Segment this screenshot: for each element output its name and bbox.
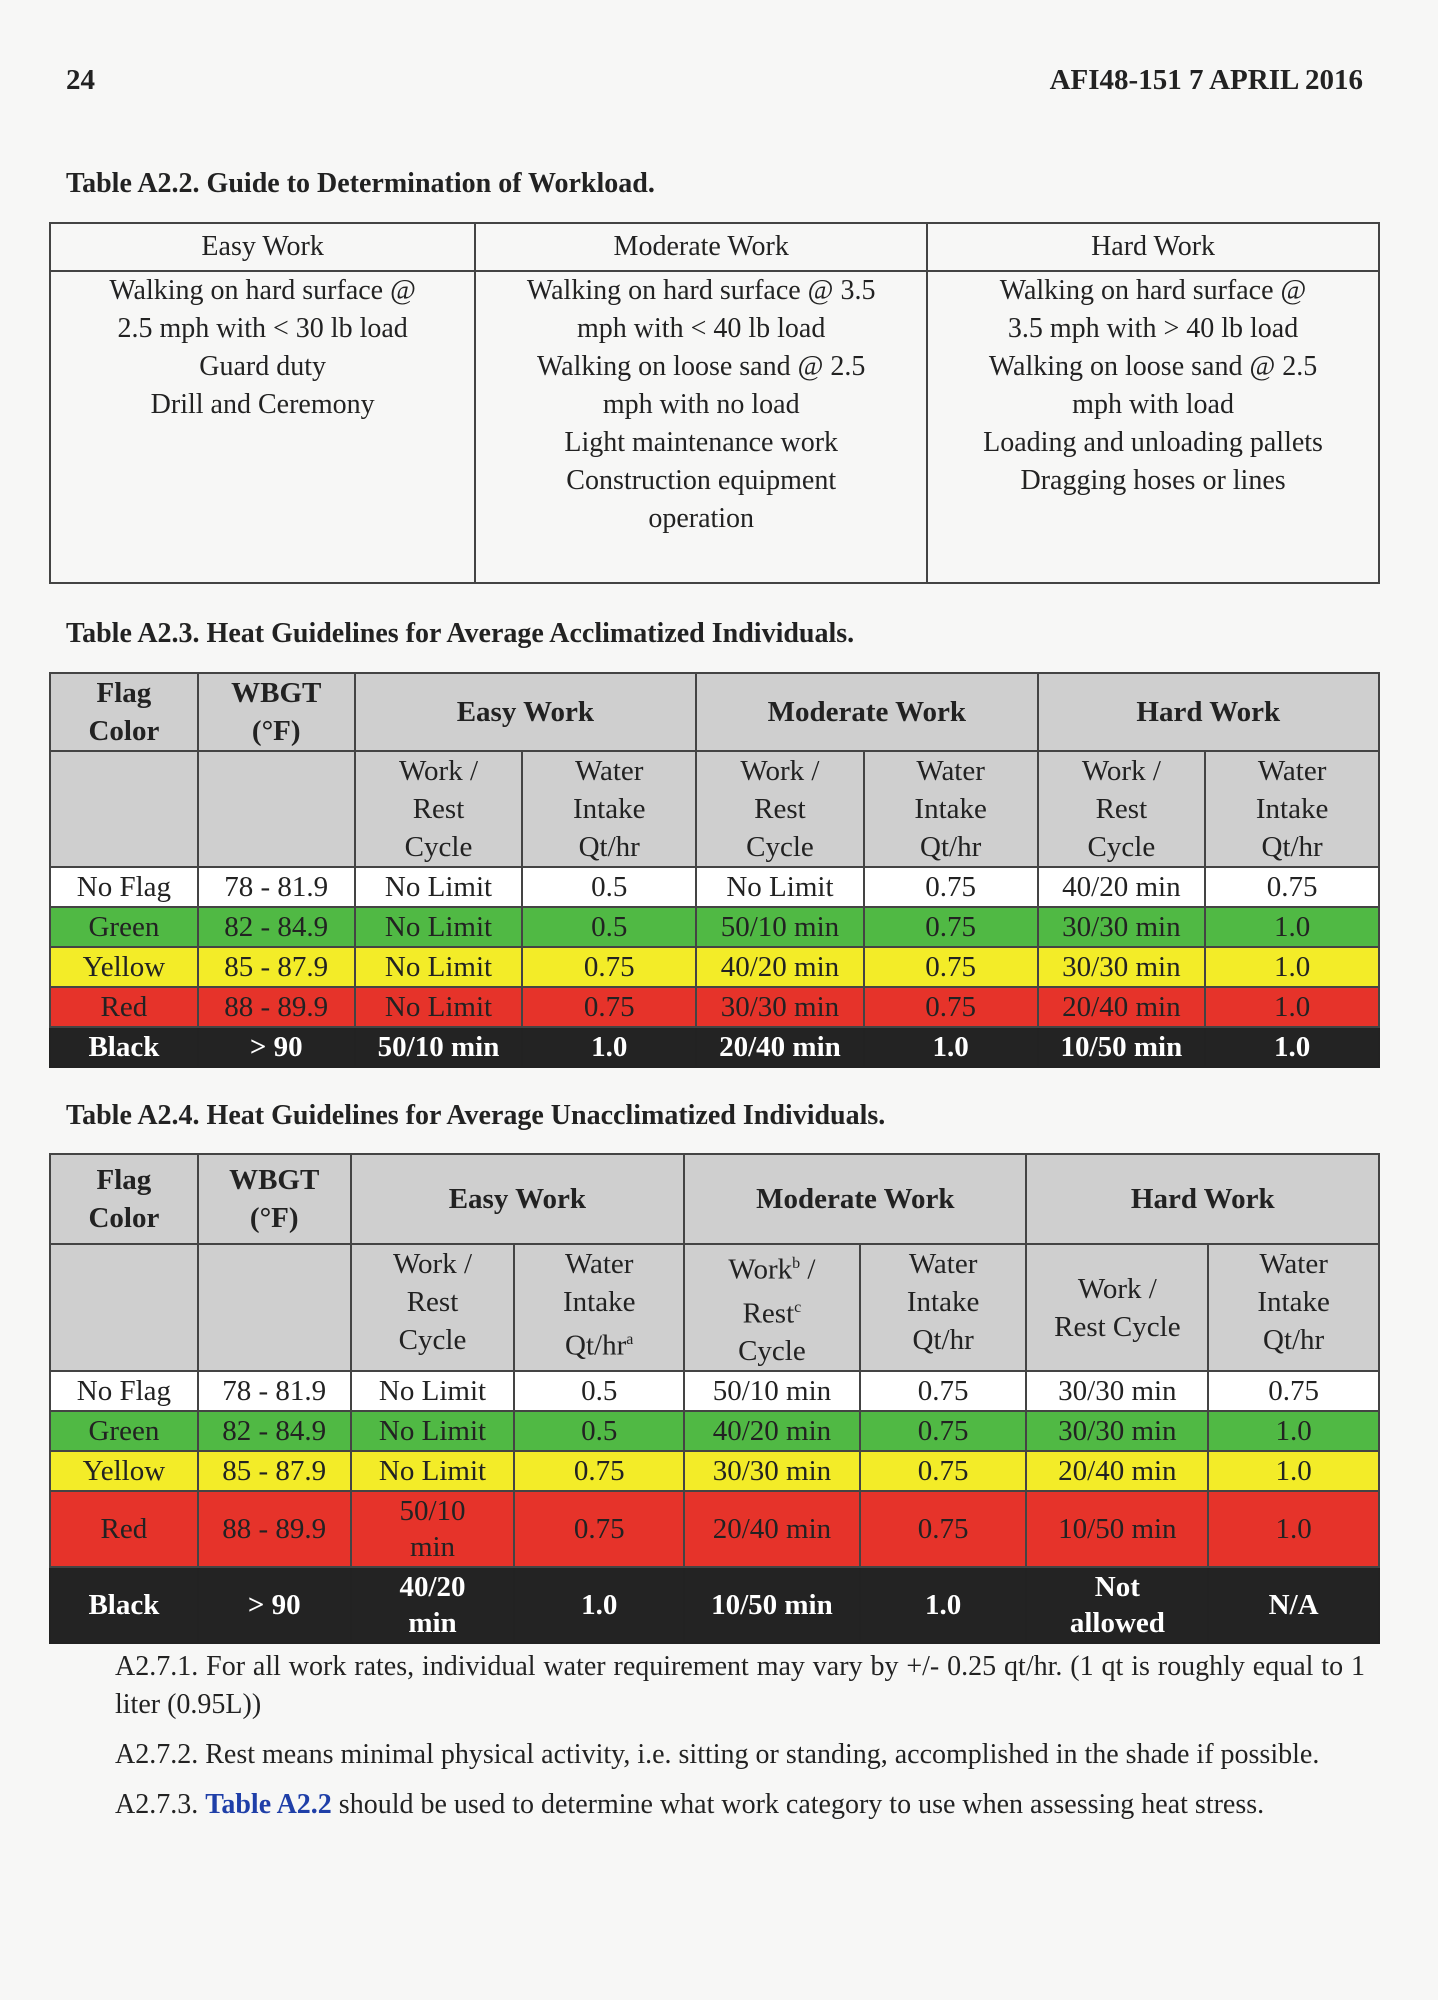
table-cell: No Flag bbox=[50, 867, 198, 907]
note-a2-7-1: A2.7.1. For all work rates, individual water requirement may vary by +/- 0.25 qt/hr. (1 qt is roughly equal to 1 liter (0.95L)) bbox=[115, 1651, 1365, 1720]
wbgt-header: WBGT (°F) bbox=[198, 673, 355, 751]
table-cell: 0.5 bbox=[514, 1371, 684, 1411]
subheader-cell: Work / Rest Cycle bbox=[696, 751, 864, 867]
subheader-cell: Work / Rest Cycle bbox=[355, 751, 523, 867]
table-a22-caption: Table A2.2. Guide to Determination of Workload. bbox=[66, 168, 655, 199]
table-cell: 40/20 min bbox=[351, 1567, 515, 1643]
table-row bbox=[50, 1411, 1379, 1451]
note-a2-7-2: A2.7.2. Rest means minimal physical activity, i.e. sitting or standing, accomplished in the shade if possible. bbox=[115, 1739, 1320, 1770]
table-cell: No Limit bbox=[351, 1371, 515, 1411]
table-cell: 50/10 min bbox=[684, 1371, 860, 1411]
hard-work-text: Walking on hard surface @ 3.5 mph with > 40 lb load Walking on loose sand @ 2.5 mph with load Loading and unloading pallets Dragging hoses or lines bbox=[983, 275, 1323, 496]
hard-work-header: Hard Work bbox=[1026, 1154, 1379, 1244]
acclimatized-heat-table bbox=[49, 672, 1380, 1068]
table-cell: 50/10 min bbox=[355, 1027, 523, 1067]
blank-header-cell bbox=[198, 1244, 351, 1371]
table-a22-link[interactable]: Table A2.2 bbox=[205, 1789, 332, 1820]
table-cell: No Limit bbox=[351, 1411, 515, 1451]
table-cell: 40/20 min bbox=[696, 947, 864, 987]
note-a2-7-3 bbox=[115, 1786, 1365, 1824]
table-cell: 20/40 min bbox=[684, 1491, 860, 1567]
table-cell: 0.5 bbox=[514, 1411, 684, 1451]
table-cell: 1.0 bbox=[1208, 1451, 1379, 1491]
table-cell: 0.75 bbox=[860, 1491, 1027, 1567]
table-cell: Red bbox=[50, 1491, 198, 1567]
table-cell: 1.0 bbox=[1205, 907, 1379, 947]
table-cell: 20/40 min bbox=[696, 1027, 864, 1067]
table-cell: 20/40 min bbox=[1038, 987, 1206, 1027]
table-cell: > 90 bbox=[198, 1027, 355, 1067]
note-text: should be used to determine what work category to use when assessing heat stress. bbox=[331, 1789, 1265, 1820]
table-cell: Green bbox=[50, 907, 198, 947]
subheader-text: Work bbox=[728, 1253, 793, 1286]
table-cell: 82 - 84.9 bbox=[198, 1411, 351, 1451]
table-cell: Green bbox=[50, 1411, 198, 1451]
table-cell: 85 - 87.9 bbox=[198, 1451, 351, 1491]
table-cell: No Limit bbox=[355, 987, 523, 1027]
table-cell: 1.0 bbox=[1205, 1027, 1379, 1067]
subheader-text: Water Intake Qt/hr bbox=[562, 1248, 636, 1362]
table-cell: 1.0 bbox=[1205, 947, 1379, 987]
subheader-text: Cycle bbox=[738, 1335, 806, 1368]
table-row bbox=[50, 1451, 1379, 1491]
subheader-cell bbox=[684, 1244, 860, 1371]
easy-work-header: Easy Work bbox=[355, 673, 696, 751]
table-row bbox=[50, 987, 1379, 1027]
notes-section bbox=[115, 1648, 1365, 1836]
table-cell: N/A bbox=[1208, 1567, 1379, 1643]
easy-work-text: Walking on hard surface @ 2.5 mph with < 30 lb load Guard duty Drill and Ceremony bbox=[109, 275, 416, 420]
table-cell: 1.0 bbox=[522, 1027, 696, 1067]
table-cell: 0.5 bbox=[522, 867, 696, 907]
table-row bbox=[50, 1567, 1379, 1643]
table-cell: 0.75 bbox=[860, 1371, 1027, 1411]
table-cell: 30/30 min bbox=[1038, 947, 1206, 987]
col-moderate-work: Moderate Work bbox=[475, 223, 927, 271]
table-cell: 88 - 89.9 bbox=[198, 987, 355, 1027]
table-cell: 30/30 min bbox=[1026, 1371, 1208, 1411]
moderate-work-text: Walking on hard surface @ 3.5 mph with < 40 lb load Walking on loose sand @ 2.5 mph with no load Light maintenance work Construction equipment operation bbox=[526, 275, 876, 534]
table-cell: 78 - 81.9 bbox=[198, 1371, 351, 1411]
table-cell: Yellow bbox=[50, 1451, 198, 1491]
table-row bbox=[50, 1491, 1379, 1567]
note-text: A2.7.3. bbox=[115, 1789, 206, 1820]
footnote-mark: c bbox=[794, 1298, 802, 1316]
table-cell: 0.75 bbox=[864, 907, 1038, 947]
table-cell: No Limit bbox=[351, 1451, 515, 1491]
table-cell: 0.75 bbox=[1205, 867, 1379, 907]
table-cell: 20/40 min bbox=[1026, 1451, 1208, 1491]
table-cell: 1.0 bbox=[1208, 1491, 1379, 1567]
subheader-text: Rest bbox=[742, 1297, 795, 1330]
footnote-mark: b bbox=[792, 1255, 801, 1272]
table-cell: 82 - 84.9 bbox=[198, 907, 355, 947]
easy-work-examples bbox=[50, 271, 475, 583]
table-cell: 0.75 bbox=[864, 867, 1038, 907]
table-cell: 0.75 bbox=[514, 1491, 684, 1567]
table-cell: 1.0 bbox=[1208, 1411, 1379, 1451]
table-cell: Not allowed bbox=[1026, 1567, 1208, 1643]
wbgt-header: WBGT (°F) bbox=[198, 1154, 351, 1244]
table-cell: 0.75 bbox=[860, 1411, 1027, 1451]
table-cell: 1.0 bbox=[864, 1027, 1038, 1067]
subheader-cell: Work / Rest Cycle bbox=[351, 1244, 515, 1371]
unacclimatized-heat-table bbox=[49, 1153, 1380, 1644]
moderate-work-header: Moderate Work bbox=[696, 673, 1037, 751]
subheader-cell: Water Intake Qt/hr bbox=[860, 1244, 1027, 1371]
document-id: AFI48-151 7 APRIL 2016 bbox=[1049, 64, 1363, 96]
table-cell: 0.75 bbox=[514, 1451, 684, 1491]
subheader-cell: Work / Rest Cycle bbox=[1026, 1244, 1208, 1371]
table-a23-caption: Table A2.3. Heat Guidelines for Average Acclimatized Individuals. bbox=[66, 618, 855, 649]
table-cell: Yellow bbox=[50, 947, 198, 987]
table-row bbox=[50, 1371, 1379, 1411]
table-cell: Black bbox=[50, 1567, 198, 1643]
col-easy-work: Easy Work bbox=[50, 223, 475, 271]
hard-work-header: Hard Work bbox=[1038, 673, 1379, 751]
table-cell: No Limit bbox=[355, 867, 523, 907]
table-cell: No Limit bbox=[355, 947, 523, 987]
table-cell: 10/50 min bbox=[684, 1567, 860, 1643]
table-cell: No Flag bbox=[50, 1371, 198, 1411]
table-cell: 40/20 min bbox=[1038, 867, 1206, 907]
table-cell: 88 - 89.9 bbox=[198, 1491, 351, 1567]
table-cell: 10/50 min bbox=[1026, 1491, 1208, 1567]
flag-color-header: Flag Color bbox=[50, 673, 198, 751]
footnote-mark: a bbox=[626, 1331, 634, 1348]
table-a24-caption: Table A2.4. Heat Guidelines for Average Unacclimatized Individuals. bbox=[66, 1100, 886, 1131]
subheader-cell: Water Intake Qt/hr bbox=[864, 751, 1038, 867]
moderate-work-header: Moderate Work bbox=[684, 1154, 1026, 1244]
table-cell: No Limit bbox=[696, 867, 864, 907]
table-row bbox=[50, 867, 1379, 907]
subheader-cell bbox=[514, 1244, 684, 1371]
blank-header-cell bbox=[50, 1244, 198, 1371]
subheader-cell: Water Intake Qt/hr bbox=[522, 751, 696, 867]
subheader-text: / bbox=[800, 1253, 816, 1286]
table-cell: 0.75 bbox=[1208, 1371, 1379, 1411]
table-cell: 0.75 bbox=[522, 987, 696, 1027]
table-cell: 1.0 bbox=[860, 1567, 1027, 1643]
table-cell: 1.0 bbox=[1205, 987, 1379, 1027]
table-cell: > 90 bbox=[198, 1567, 351, 1643]
col-hard-work: Hard Work bbox=[927, 223, 1379, 271]
subheader-cell: Work / Rest Cycle bbox=[1038, 751, 1206, 867]
table-row bbox=[50, 947, 1379, 987]
table-cell: 78 - 81.9 bbox=[198, 867, 355, 907]
flag-color-header: Flag Color bbox=[50, 1154, 198, 1244]
table-cell: 30/30 min bbox=[1038, 907, 1206, 947]
table-cell: 10/50 min bbox=[1038, 1027, 1206, 1067]
blank-header-cell bbox=[50, 751, 198, 867]
table-cell: No Limit bbox=[355, 907, 523, 947]
subheader-cell: Water Intake Qt/hr bbox=[1205, 751, 1379, 867]
table-cell: 0.75 bbox=[864, 987, 1038, 1027]
table-cell: 0.75 bbox=[522, 947, 696, 987]
table-row bbox=[50, 907, 1379, 947]
subheader-cell: Water Intake Qt/hr bbox=[1208, 1244, 1379, 1371]
table-cell: 1.0 bbox=[514, 1567, 684, 1643]
workload-table bbox=[49, 222, 1380, 584]
table-cell: Red bbox=[50, 987, 198, 1027]
blank-header-cell bbox=[198, 751, 355, 867]
table-cell: 30/30 min bbox=[696, 987, 864, 1027]
easy-work-header: Easy Work bbox=[351, 1154, 684, 1244]
table-cell: Black bbox=[50, 1027, 198, 1067]
table-cell: 0.75 bbox=[860, 1451, 1027, 1491]
table-cell: 0.75 bbox=[864, 947, 1038, 987]
table-cell: 30/30 min bbox=[1026, 1411, 1208, 1451]
hard-work-examples bbox=[927, 271, 1379, 583]
table-cell: 50/10 min bbox=[696, 907, 864, 947]
table-cell: 30/30 min bbox=[684, 1451, 860, 1491]
table-cell: 40/20 min bbox=[684, 1411, 860, 1451]
table-row bbox=[50, 1027, 1379, 1067]
table-cell: 85 - 87.9 bbox=[198, 947, 355, 987]
table-cell: 0.5 bbox=[522, 907, 696, 947]
moderate-work-examples bbox=[475, 271, 927, 583]
table-cell: 50/10 min bbox=[351, 1491, 515, 1567]
page-number: 24 bbox=[66, 64, 95, 96]
